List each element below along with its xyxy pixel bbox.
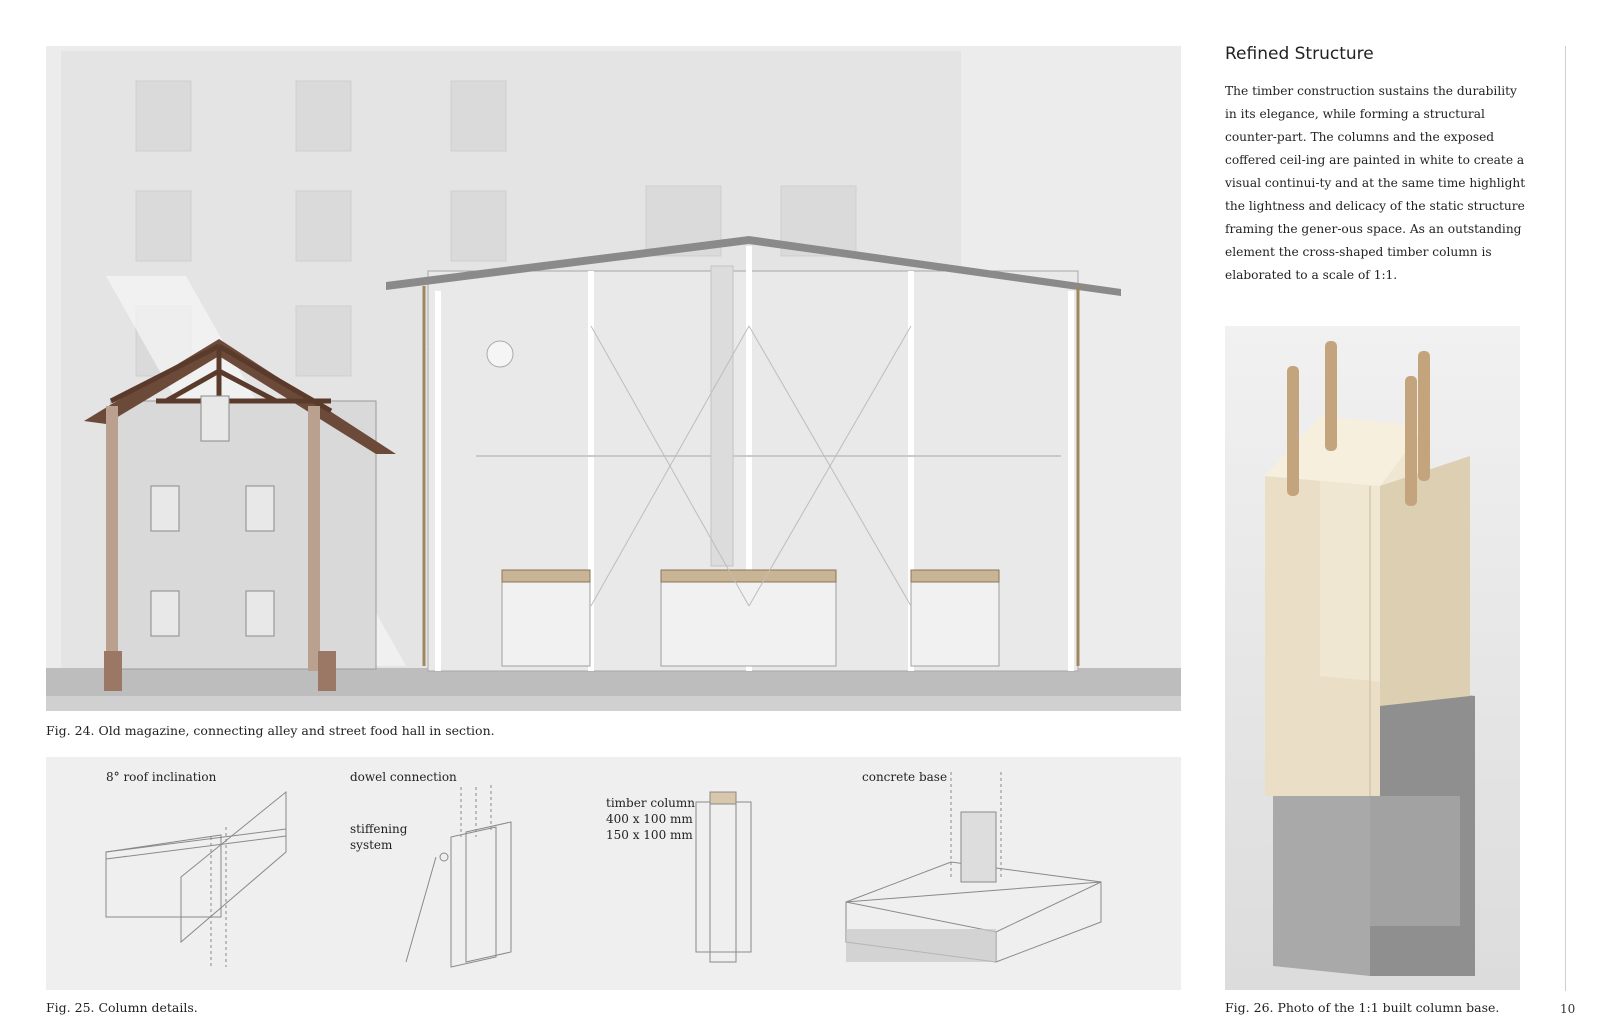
section-illustration [46, 46, 1181, 711]
timber-column-dim-2: 150 x 100 mm [606, 828, 693, 842]
page-number: 10 [1560, 1002, 1576, 1016]
section-body-text: The timber construction sustains the durability in its elegance, while forming a structural counter-part. The columns and the exposed coffered ceil-ing are painted in white to create a visual continui-ty and at the same time highlight the lightness and delicacy of the static structure framing the gener-ous space. As an outstanding element the cross-shaped timber column is elaborated to a scale of 1:1. [1225, 84, 1526, 282]
column-base-photo [1225, 326, 1520, 990]
margin-rule [1565, 46, 1566, 991]
column-details-illustration [46, 757, 1181, 990]
section-drawing [46, 46, 1181, 711]
concrete-base-label: concrete base [862, 770, 948, 784]
fig26-caption: Fig. 26. Photo of the 1:1 built column base. [1225, 1000, 1500, 1015]
stiffening-system-label: stiffening system [350, 822, 408, 852]
column-details-panel [46, 757, 1181, 990]
section-title: Refined Structure [1225, 44, 1374, 64]
roof-inclination-label: 8° roof inclination [106, 770, 217, 784]
fig25-caption: Fig. 25. Column details. [46, 1000, 198, 1015]
fig24-caption: Fig. 24. Old magazine, connecting alley and street food hall in section. [46, 723, 495, 738]
timber-column-label [606, 795, 695, 843]
timber-column-title: timber column [606, 796, 695, 810]
column-base-photo-image [1225, 326, 1520, 990]
dowel-connection-label: dowel connection [350, 770, 457, 784]
timber-column-dim-1: 400 x 100 mm [606, 812, 693, 826]
